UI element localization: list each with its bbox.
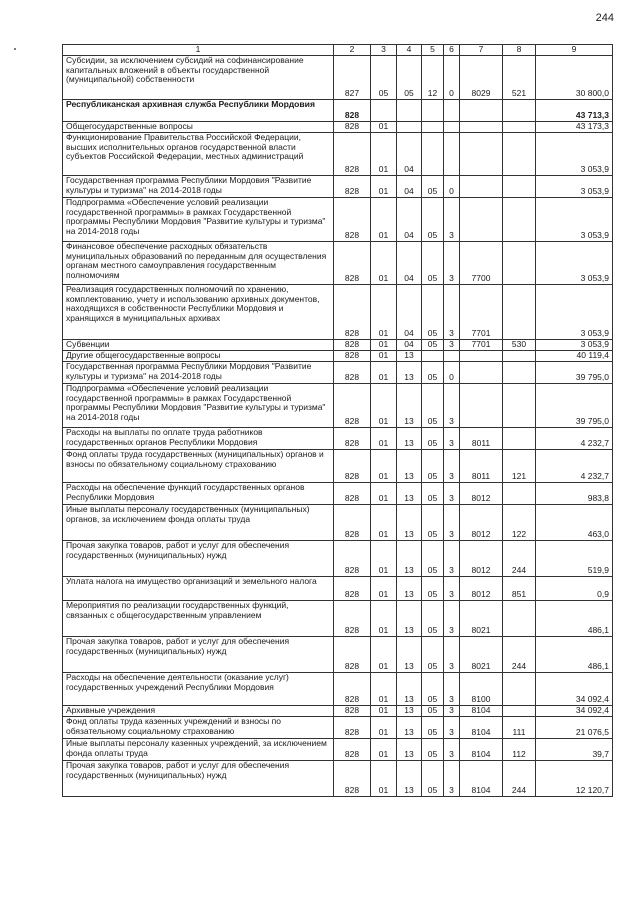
program-cell: 05: [422, 285, 444, 340]
program-cell: [422, 100, 444, 122]
expense-type-cell: [503, 428, 536, 450]
item-name-cell: Расходы на обеспечение деятельности (оказание услуг) государственных учреждений Республики Мордовия: [63, 673, 334, 706]
program-cell: 05: [422, 428, 444, 450]
amount-cell: 4 232,7: [536, 428, 613, 450]
amount-cell: 3 053,9: [536, 133, 613, 176]
subsection-cell: 13: [397, 601, 422, 637]
subprogram-cell: 3: [444, 428, 460, 450]
amount-cell: 39,7: [536, 739, 613, 761]
table-row: [63, 362, 613, 384]
subsection-cell: 04: [397, 133, 422, 176]
target-item-cell: 8021: [460, 601, 503, 637]
admin-code-cell: 828: [334, 100, 371, 122]
section-cell: 01: [371, 198, 397, 242]
program-cell: 05: [422, 739, 444, 761]
target-item-cell: [460, 351, 503, 362]
table-row: [63, 450, 613, 483]
subsection-cell: 13: [397, 761, 422, 797]
item-name-cell: Иные выплаты персоналу государственных (муниципальных) органов, за исключением фонда оплаты труда: [63, 505, 334, 541]
subprogram-cell: 3: [444, 285, 460, 340]
section-cell: 01: [371, 176, 397, 198]
table-row: [63, 384, 613, 428]
section-cell: 01: [371, 351, 397, 362]
target-item-cell: [460, 100, 503, 122]
admin-code-cell: 828: [334, 122, 371, 133]
amount-cell: 12 120,7: [536, 761, 613, 797]
target-item-cell: 8021: [460, 637, 503, 673]
target-item-cell: 7701: [460, 285, 503, 340]
table-row: [63, 505, 613, 541]
item-name-cell: Подпрограмма «Обеспечение условий реализации государственной программы» в рамках Государственной программы Республики Мордовия "Развитие культуры и туризма" на 2014-2018 годы: [63, 384, 334, 428]
admin-code-cell: 828: [334, 739, 371, 761]
expense-type-cell: [503, 198, 536, 242]
section-cell: 01: [371, 637, 397, 673]
subprogram-cell: 3: [444, 637, 460, 673]
section-cell: 01: [371, 673, 397, 706]
section-cell: 01: [371, 384, 397, 428]
column-header: 8: [503, 45, 536, 56]
admin-code-cell: 828: [334, 577, 371, 601]
item-name-cell: Функционирование Правительства Российской Федерации, высших исполнительных органов государственной власти субъектов Российской Федерации, местных администраций: [63, 133, 334, 176]
subprogram-cell: [444, 100, 460, 122]
table-row: [63, 100, 613, 122]
subprogram-cell: 3: [444, 739, 460, 761]
table-row: [63, 133, 613, 176]
program-cell: 05: [422, 362, 444, 384]
program-cell: 05: [422, 706, 444, 717]
target-item-cell: [460, 176, 503, 198]
item-name-cell: Фонд оплаты труда казенных учреждений и взносы по обязательному социальному страхованию: [63, 717, 334, 739]
table-header-row: [63, 45, 613, 56]
expense-type-cell: [503, 384, 536, 428]
subsection-cell: [397, 122, 422, 133]
subsection-cell: 13: [397, 483, 422, 505]
subsection-cell: 13: [397, 362, 422, 384]
admin-code-cell: 828: [334, 428, 371, 450]
expense-type-cell: 521: [503, 56, 536, 100]
subprogram-cell: 3: [444, 483, 460, 505]
table-row: [63, 176, 613, 198]
admin-code-cell: 828: [334, 601, 371, 637]
table-row: [63, 351, 613, 362]
target-item-cell: [460, 198, 503, 242]
table-row: [63, 673, 613, 706]
admin-code-cell: 828: [334, 351, 371, 362]
table-row: [63, 717, 613, 739]
subprogram-cell: 3: [444, 541, 460, 577]
subprogram-cell: [444, 122, 460, 133]
item-name-cell: Прочая закупка товаров, работ и услуг для обеспечения государственных (муниципальных) нужд: [63, 637, 334, 673]
admin-code-cell: 828: [334, 505, 371, 541]
target-item-cell: [460, 362, 503, 384]
subprogram-cell: 0: [444, 362, 460, 384]
section-cell: 01: [371, 761, 397, 797]
amount-cell: 3 053,9: [536, 340, 613, 351]
item-name-cell: Государственная программа Республики Мордовия "Развитие культуры и туризма" на 2014-2018 годы: [63, 362, 334, 384]
target-item-cell: 8104: [460, 717, 503, 739]
table-row: [63, 706, 613, 717]
admin-code-cell: 828: [334, 541, 371, 577]
section-cell: 01: [371, 577, 397, 601]
subprogram-cell: 3: [444, 761, 460, 797]
expense-type-cell: [503, 122, 536, 133]
item-name-cell: Другие общегосударственные вопросы: [63, 351, 334, 362]
section-cell: 01: [371, 242, 397, 285]
item-name-cell: Фонд оплаты труда государственных (муниципальных) органов и взносы по обязательному социальному страхованию: [63, 450, 334, 483]
subsection-cell: 13: [397, 706, 422, 717]
section-cell: 05: [371, 56, 397, 100]
admin-code-cell: 828: [334, 285, 371, 340]
subsection-cell: 13: [397, 428, 422, 450]
section-cell: 01: [371, 717, 397, 739]
admin-code-cell: 828: [334, 673, 371, 706]
section-cell: 01: [371, 450, 397, 483]
section-cell: 01: [371, 285, 397, 340]
amount-cell: 39 795,0: [536, 384, 613, 428]
column-header: 7: [460, 45, 503, 56]
table-row: [63, 483, 613, 505]
program-cell: 05: [422, 637, 444, 673]
column-header: 1: [63, 45, 334, 56]
section-cell: 01: [371, 739, 397, 761]
program-cell: [422, 351, 444, 362]
target-item-cell: 8104: [460, 706, 503, 717]
subprogram-cell: 3: [444, 198, 460, 242]
item-name-cell: Расходы на обеспечение функций государственных органов Республики Мордовия: [63, 483, 334, 505]
admin-code-cell: 828: [334, 340, 371, 351]
table-body: [63, 56, 613, 797]
subsection-cell: 04: [397, 340, 422, 351]
target-item-cell: 8012: [460, 505, 503, 541]
expense-type-cell: [503, 673, 536, 706]
subprogram-cell: 3: [444, 450, 460, 483]
column-header: 9: [536, 45, 613, 56]
table-row: [63, 242, 613, 285]
subprogram-cell: [444, 133, 460, 176]
subprogram-cell: 3: [444, 340, 460, 351]
expense-type-cell: [503, 706, 536, 717]
section-cell: 01: [371, 428, 397, 450]
program-cell: 05: [422, 242, 444, 285]
subprogram-cell: 3: [444, 242, 460, 285]
section-cell: 01: [371, 122, 397, 133]
item-name-cell: Прочая закупка товаров, работ и услуг для обеспечения государственных (муниципальных) нужд: [63, 541, 334, 577]
item-name-cell: Уплата налога на имущество организаций и земельного налога: [63, 577, 334, 601]
admin-code-cell: 828: [334, 717, 371, 739]
subprogram-cell: 3: [444, 577, 460, 601]
target-item-cell: 8029: [460, 56, 503, 100]
target-item-cell: [460, 384, 503, 428]
section-cell: 01: [371, 541, 397, 577]
subsection-cell: 13: [397, 577, 422, 601]
amount-cell: 463,0: [536, 505, 613, 541]
expense-type-cell: [503, 133, 536, 176]
target-item-cell: 7700: [460, 242, 503, 285]
section-cell: 01: [371, 362, 397, 384]
amount-cell: 40 119,4: [536, 351, 613, 362]
subsection-cell: 13: [397, 450, 422, 483]
target-item-cell: 8100: [460, 673, 503, 706]
item-name-cell: Реализация государственных полномочий по хранению, комплектованию, учету и использованию архивных документов, находящихся в собственности Республики Мордовия и хранящихся в муниципальных архивах: [63, 285, 334, 340]
subsection-cell: 13: [397, 541, 422, 577]
item-name-cell: Общегосударственные вопросы: [63, 122, 334, 133]
subsection-cell: 13: [397, 637, 422, 673]
subsection-cell: 05: [397, 56, 422, 100]
subprogram-cell: 3: [444, 717, 460, 739]
amount-cell: 3 053,9: [536, 242, 613, 285]
subsection-cell: 04: [397, 285, 422, 340]
amount-cell: 3 053,9: [536, 285, 613, 340]
target-item-cell: 8012: [460, 541, 503, 577]
expense-type-cell: [503, 362, 536, 384]
admin-code-cell: 828: [334, 450, 371, 483]
table-row: [63, 637, 613, 673]
target-item-cell: 8012: [460, 483, 503, 505]
program-cell: 05: [422, 717, 444, 739]
admin-code-cell: 828: [334, 362, 371, 384]
amount-cell: 3 053,9: [536, 198, 613, 242]
program-cell: 05: [422, 577, 444, 601]
table-row: [63, 428, 613, 450]
item-name-cell: Расходы на выплаты по оплате труда работников государственных органов Республики Мордовия: [63, 428, 334, 450]
section-cell: 01: [371, 505, 397, 541]
expense-type-cell: 122: [503, 505, 536, 541]
column-header: 4: [397, 45, 422, 56]
section-cell: 01: [371, 601, 397, 637]
expense-type-cell: [503, 483, 536, 505]
program-cell: 05: [422, 505, 444, 541]
subsection-cell: 13: [397, 717, 422, 739]
expense-type-cell: 851: [503, 577, 536, 601]
amount-cell: 43 713,3: [536, 100, 613, 122]
amount-cell: 519,9: [536, 541, 613, 577]
amount-cell: 486,1: [536, 601, 613, 637]
target-item-cell: 8104: [460, 739, 503, 761]
subsection-cell: [397, 100, 422, 122]
item-name-cell: Субвенции: [63, 340, 334, 351]
subprogram-cell: 3: [444, 601, 460, 637]
program-cell: 05: [422, 673, 444, 706]
amount-cell: 486,1: [536, 637, 613, 673]
item-name-cell: Архивные учреждения: [63, 706, 334, 717]
admin-code-cell: 828: [334, 384, 371, 428]
item-name-cell: Субсидии, за исключением субсидий на софинансирование капитальных вложений в объекты государственной (муниципальной) собственности: [63, 56, 334, 100]
program-cell: 12: [422, 56, 444, 100]
target-item-cell: 8012: [460, 577, 503, 601]
item-name-cell: Подпрограмма «Обеспечение условий реализации государственной программы» в рамках Государственной программы Республики Мордовия "Развитие культуры и туризма" на 2014-2018 годы: [63, 198, 334, 242]
expense-type-cell: 244: [503, 761, 536, 797]
amount-cell: 34 092,4: [536, 706, 613, 717]
expense-type-cell: 112: [503, 739, 536, 761]
expense-type-cell: [503, 176, 536, 198]
subsection-cell: 13: [397, 673, 422, 706]
amount-cell: 39 795,0: [536, 362, 613, 384]
subprogram-cell: 3: [444, 706, 460, 717]
budget-table: [62, 44, 613, 797]
expense-type-cell: 121: [503, 450, 536, 483]
admin-code-cell: 828: [334, 637, 371, 673]
target-item-cell: 8011: [460, 428, 503, 450]
section-cell: 01: [371, 133, 397, 176]
subprogram-cell: 0: [444, 176, 460, 198]
section-cell: [371, 100, 397, 122]
amount-cell: 0,9: [536, 577, 613, 601]
page-number: 244: [595, 12, 614, 24]
column-header: 6: [444, 45, 460, 56]
item-name-cell: Мероприятия по реализации государственных функций, связанных с общегосударственным управлением: [63, 601, 334, 637]
column-header: 3: [371, 45, 397, 56]
table-row: [63, 761, 613, 797]
expense-type-cell: 244: [503, 637, 536, 673]
subsection-cell: 04: [397, 242, 422, 285]
program-cell: 05: [422, 483, 444, 505]
item-name-cell: Государственная программа Республики Мордовия "Развитие культуры и туризма" на 2014-2018 годы: [63, 176, 334, 198]
item-name-cell: Прочая закупка товаров, работ и услуг для обеспечения государственных (муниципальных) нужд: [63, 761, 334, 797]
program-cell: 05: [422, 384, 444, 428]
expense-type-cell: 111: [503, 717, 536, 739]
amount-cell: 30 800,0: [536, 56, 613, 100]
program-cell: 05: [422, 340, 444, 351]
column-header: 2: [334, 45, 371, 56]
expense-type-cell: [503, 100, 536, 122]
target-item-cell: 7701: [460, 340, 503, 351]
target-item-cell: [460, 122, 503, 133]
scan-speck: [14, 48, 16, 50]
column-header: 5: [422, 45, 444, 56]
program-cell: [422, 122, 444, 133]
admin-code-cell: 828: [334, 198, 371, 242]
section-cell: 01: [371, 340, 397, 351]
expense-type-cell: [503, 242, 536, 285]
subsection-cell: 04: [397, 176, 422, 198]
table-row: [63, 340, 613, 351]
target-item-cell: 8104: [460, 761, 503, 797]
table-row: [63, 198, 613, 242]
subsection-cell: 13: [397, 739, 422, 761]
amount-cell: 21 076,5: [536, 717, 613, 739]
target-item-cell: [460, 133, 503, 176]
admin-code-cell: 828: [334, 176, 371, 198]
program-cell: 05: [422, 198, 444, 242]
item-name-cell: Финансовое обеспечение расходных обязательств муниципальных образований по переданным для осуществления органам местного самоуправления государственным полномочиям: [63, 242, 334, 285]
subsection-cell: 04: [397, 198, 422, 242]
section-cell: 01: [371, 483, 397, 505]
program-cell: 05: [422, 761, 444, 797]
admin-code-cell: 828: [334, 706, 371, 717]
expense-type-cell: 530: [503, 340, 536, 351]
amount-cell: 4 232,7: [536, 450, 613, 483]
subsection-cell: 13: [397, 351, 422, 362]
program-cell: 05: [422, 601, 444, 637]
amount-cell: 34 092,4: [536, 673, 613, 706]
table-row: [63, 739, 613, 761]
admin-code-cell: 828: [334, 761, 371, 797]
program-cell: 05: [422, 176, 444, 198]
item-name-cell: Республиканская архивная служба Республики Мордовия: [63, 100, 334, 122]
subprogram-cell: 3: [444, 505, 460, 541]
expense-type-cell: 244: [503, 541, 536, 577]
subprogram-cell: 3: [444, 384, 460, 428]
admin-code-cell: 828: [334, 483, 371, 505]
program-cell: 05: [422, 541, 444, 577]
amount-cell: 983,8: [536, 483, 613, 505]
expense-type-cell: [503, 285, 536, 340]
amount-cell: 3 053,9: [536, 176, 613, 198]
subprogram-cell: 3: [444, 673, 460, 706]
subsection-cell: 13: [397, 505, 422, 541]
admin-code-cell: 828: [334, 133, 371, 176]
program-cell: [422, 133, 444, 176]
subprogram-cell: [444, 351, 460, 362]
table-row: [63, 541, 613, 577]
program-cell: 05: [422, 450, 444, 483]
target-item-cell: 8011: [460, 450, 503, 483]
admin-code-cell: 827: [334, 56, 371, 100]
subprogram-cell: 0: [444, 56, 460, 100]
expense-type-cell: [503, 601, 536, 637]
subsection-cell: 13: [397, 384, 422, 428]
expense-type-cell: [503, 351, 536, 362]
table-row: [63, 601, 613, 637]
amount-cell: 43 173,3: [536, 122, 613, 133]
table-row: [63, 285, 613, 340]
table-row: [63, 56, 613, 100]
table-row: [63, 122, 613, 133]
admin-code-cell: 828: [334, 242, 371, 285]
section-cell: 01: [371, 706, 397, 717]
item-name-cell: Иные выплаты персоналу казенных учреждений, за исключением фонда оплаты труда: [63, 739, 334, 761]
table-row: [63, 577, 613, 601]
